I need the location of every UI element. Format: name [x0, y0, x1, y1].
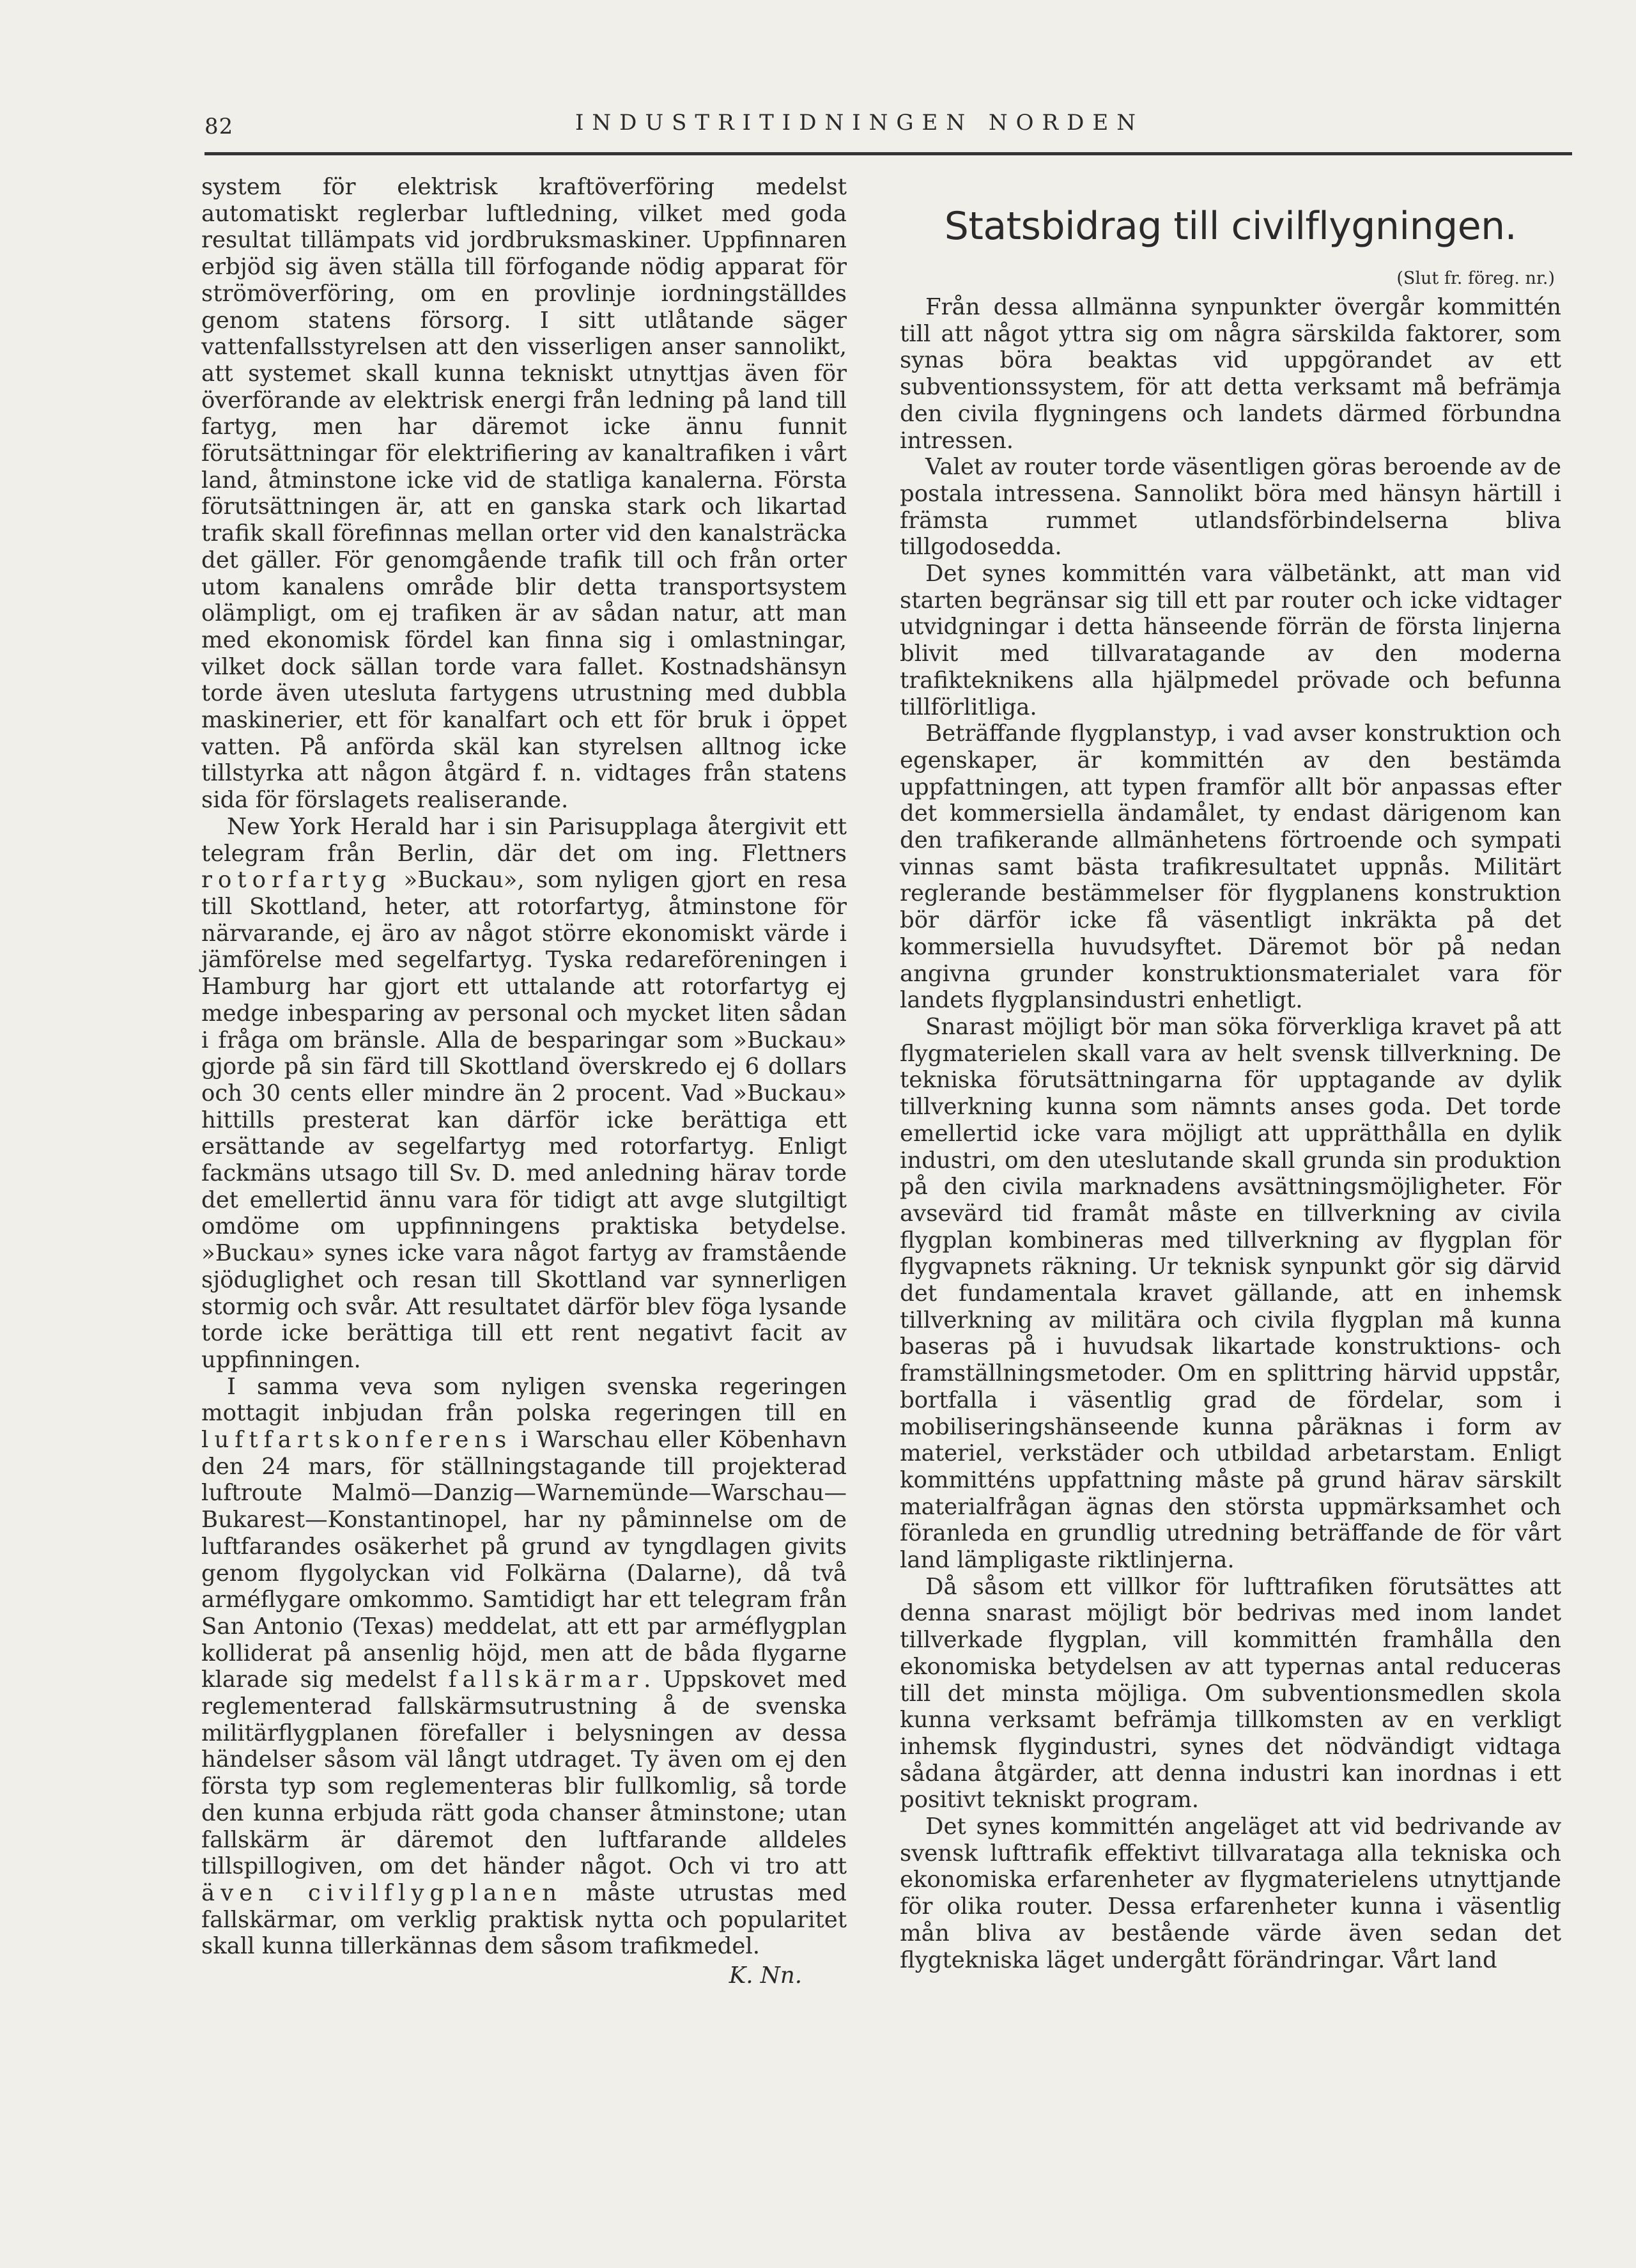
right-paragraph-1: Från dessa allmänna synpunkter övergår kommittén till att något yttra sig om några särskilda faktorer, som synas böra beaktas vid uppgörandet av ett subventionssystem, för att detta verksamt må befrämja den civila flygningens och landets därmed förbundna intressen.: [900, 294, 1561, 454]
continuation-note: (Slut fr. föreg. nr.): [1396, 268, 1555, 288]
spaced-term-rotorfartyg: rotorfartyg: [201, 867, 392, 894]
article-title: Statsbidrag till civilflygningen.: [944, 204, 1517, 249]
right-paragraph-3: Det synes kommittén vara välbetänkt, att man vid starten begränsar sig till ett par router och icke vidtager utvidgningar i detta hänseende förrän de första linjerna blivit med tillvaratagande av den moderna trafikteknikens alla hjälpmedel prövade och befunna tillförlitliga.: [900, 561, 1561, 720]
left-paragraph-3-text-c: . Uppskovet med reglementerad fallskärmsutrustning å de svenska militärflygplanen förefaller i belysningen av dessa händelser såsom väl långt utdraget. Ty även om ej den första typ som reglementeras blir fullkomlig, så torde den kunna erbjuda rätt goda chanser åtminstone; utan fallskärm är däremot den luftfarande alldeles tillspillogiven, om det händer något. Och vi tro att: [201, 1666, 847, 1880]
spaced-term-civilflygplanen: även civilflygplanen: [201, 1880, 563, 1906]
left-paragraph-2: [201, 814, 847, 1374]
page-number: 82: [204, 114, 234, 139]
right-paragraph-6: Då såsom ett villkor för lufttrafiken förutsättes att denna snarast möjligt bör bedrivas med inom landet tillverkade flygplan, vill kommittén framhålla den ekonomiska betydelsen av att typernas antal reduceras till det minsta möjliga. Om subventionsmedlen skola kunna verksamt befrämja tillkomsten av en verkligt inhemsk flygindustri, synes det nödvändigt vidtaga sådana åtgärder, att denna industri kan inordnas i ett positivt tekniskt program.: [900, 1573, 1561, 1814]
spaced-term-fallskarmar: fallskärmar: [448, 1666, 644, 1693]
journal-title: INDUSTRITIDNINGEN NORDEN: [575, 110, 1144, 136]
left-paragraph-3-text-b: i Warschau eller Köbenhavn den 24 mars, för ställningstagande till projekterad luftroute Malmö—Danzig—Warnemünde—Warschau—Bukarest—Konstantinopel, har ny påminnelse om de luftfarandes osäkerhet på grund av tyngdlagen givits genom flygolyckan vid Folkärna (Dalarne), då två arméflygare omkommo. Samtidigt har ett telegram från San Antonio (Texas) meddelat, att ett par arméflygplan kolliderat på ansenlig höjd, men att de båda flygarne klarade sig medelst: [201, 1427, 847, 1693]
right-paragraph-7: Det synes kommittén angeläget att vid bedrivande av svensk lufttrafik effektivt tillvaratagа alla tekniska och ekonomiska erfarenheter av flygmaterielens utnyttjande för olika router. Dessa erfarenheter kunna i väsentlig mån bliva av bestående värde även sedan det flygtekniska läget undergått förändringar. Vårt land: [900, 1814, 1561, 1973]
author-signature: K. Nn.: [729, 1962, 802, 1989]
left-paragraph-2-text-b: »Buckau», som nyligen gjort en resa till Skottland, heter, att rotorfartyg, åtminstone för närvarande, ej äro av något större ekonomiskt värde i jämförelse med segelfartyg. Tyska redareföreningen i Hamburg har gjort ett uttalande att rotorfartyg ej medge inbesparing av personal och mycket liten sådan i fråga om bränsle. Alla de besparingar som »Buckau» gjorde på sin färd till Skottland överskredo ej 6 dollars och 30 cents eller mindre än 2 procent. Vad »Buckau» hittills presterat kan därför icke berättiga ett ersättande av segelfartyg med rotorfartyg. Enligt fackmäns utsago till Sv. D. med anledning härav torde det emellertid ännu vara för tidigt att avge slutgiltigt omdöme om uppfinningens praktiska betydelse. »Buckau» synes icke vara något fartyg av framstående sjöduglighet och resan till Skottland var synnerligen stormig och svår. Att resultatet därför blev föga lysande torde icke berättiga till ett rent negativt facit av uppfinningen.: [201, 867, 847, 1373]
left-paragraph-1: system för elektrisk kraftöverföring medelst automatiskt reglerbar luftledning, vilket med goda resultat tillämpats vid jordbruksmaskiner. Uppfinnaren erbjöd sig även ställa till förfogande nödig apparat för strömöverföring, om en provlinje iordningställdes genom statens försorg. I sitt utlåtande säger vattenfallsstyrelsen att den visserligen anser sannolikt, att systemet skall kunna tekniskt utnyttjas även för överförande av elektrisk energi från ledning på land till fartyg, men har däremot icke ännu funnit förutsättningar för elektrifiering av kanaltrafiken i vårt land, åtminstone icke vid de statliga kanalerna. Första förutsättningen är, att en ganska stark och likartad trafik skall förefinnas mellan orter vid den kanalsträcka det gäller. För genomgående trafik till och från orter utom kanalens område blir detta transportsystem olämpligt, om ej trafiken är av sådan natur, att man med ekonomisk fördel kan finna sig i omlastningar, vilket dock sällan torde vara fallet. Kostnadshänsyn torde även utesluta fartygens utrustning med dubbla maskinerier, ett för kanalfart och ett för bruk i öppet vatten. På anförda skäl kan styrelsen alltnog icke tillstyrka att någon åtgärd f. n. vidtages från statens sida för förslagets realiserande.: [201, 174, 847, 814]
spaced-term-luftfartskonferens: luftfartskonferens: [201, 1427, 513, 1454]
right-column: [900, 174, 1561, 1973]
left-paragraph-3-text-a: I samma veva som nyligen svenska regeringen mottagit inbjudan från polska regeringen till en: [201, 1373, 847, 1427]
left-paragraph-2-text-a: New York Herald har i sin Parisupplaga återgivit ett telegram från Berlin, där det om ing. Flettners: [201, 813, 847, 867]
right-paragraph-5: Snarast möjligt bör man söka förverkliga kravet på att flygmaterielen skall vara av helt svensk tillverkning. De tekniska förutsättningarna för upptagande av dylik tillverkning kunna som nämnts anses goda. Det torde emellertid icke vara möjligt att upprätthålla en dylik industri, om den uteslutande skall grunda sin produktion på den civila marknadens avsättningsmöjligheter. För avsevärd tid framåt måste en tillverkning av civila flygplan kombineras med tillverkning av flygplan för flygvapnets räkning. Ur teknisk synpunkt gör sig därvid det fundamentala kravet gällande, att en inhemsk tillverkning av militära och civila flygplan må kunna baseras på i huvudsak likartade konstruktions- och framställningsmetoder. Om en splittring härvid uppstår, bortfalla i väsentlig grad de fördelar, som i mobiliseringshänseende kunna påräknas i form av materiel, verkstäder och utbildad arbetarstam. Enligt kommitténs uppfattning måste på grund härav särskilt materialfrågan ägnas den största uppmärksamhet och föranleda en grundlig utredning beträffande de för vårt land lämpligaste riktlinjerna.: [900, 1013, 1561, 1574]
right-paragraph-2: Valet av router torde väsentligen göras beroende av de postala intressena. Sannolikt böra med hänsyn härtill i främsta rummet utlandsförbindelserna bliva tillgodosedda.: [900, 454, 1561, 561]
page-header: [204, 107, 1572, 155]
right-paragraph-4: Beträffande flygplanstyp, i vad avser konstruktion och egenskaper, är kommittén av den bestämda uppfattningen, att typen framför allt bör anpassas efter det kommersiella ändamålet, ty endast därigenom kan den trafikerande allmänhetens förtroende och sympati vinnas samt bästa trafikresultatet uppnås. Militärt reglerande bestämmelser för flygplanens konstruktion bör därför icke få väsentligt inkräkta på det kommersiella huvudsyftet. Däremot bör på nedan angivna grunder konstruktionsmaterialet vara för landets flygplansindustri enhetligt.: [900, 720, 1561, 1014]
left-paragraph-3: [201, 1374, 847, 1960]
left-column: [201, 174, 847, 1989]
left-paragraph-3-text-d: måste utrustas med fallskärmar, om verklig praktisk nytta och popularitet skall kunna tillerkännas dem såsom trafikmedel.: [201, 1880, 847, 1960]
